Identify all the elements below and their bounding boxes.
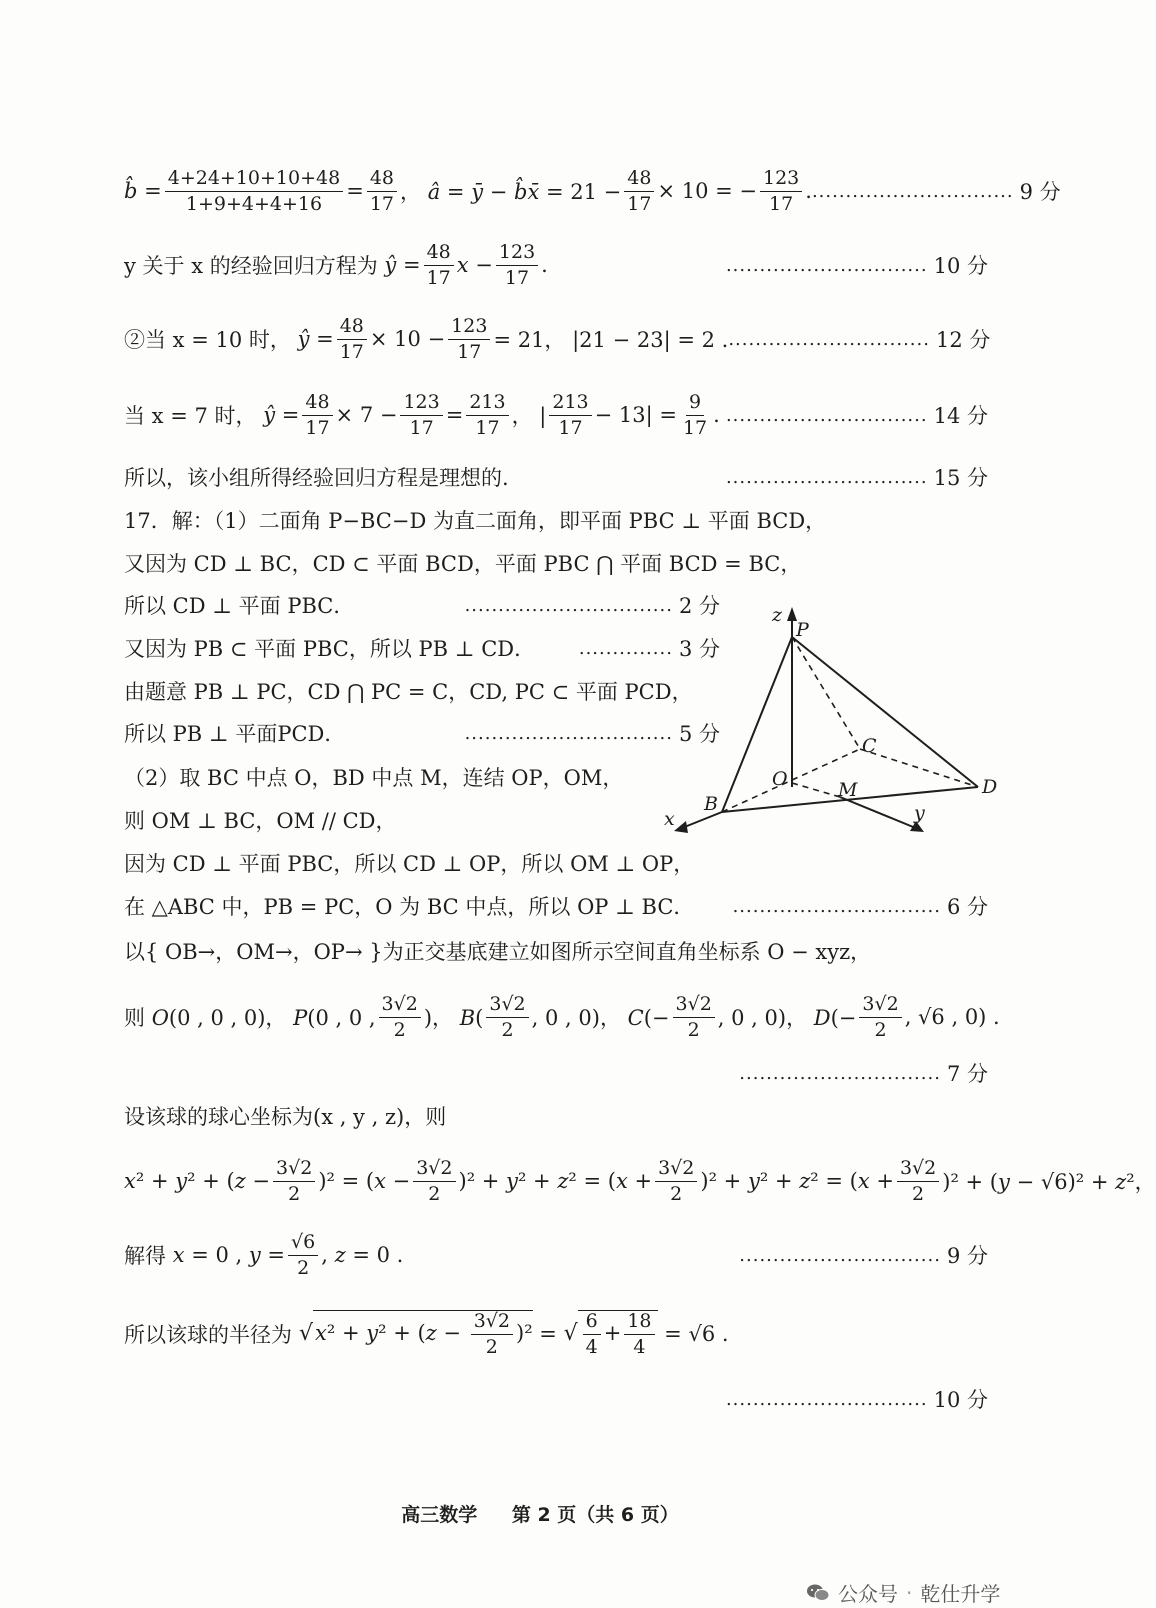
x-axis-arrow: [674, 821, 688, 833]
score-label: 10 分: [933, 254, 988, 279]
problem-17-line-11: [124, 936, 988, 966]
watermark-channel: 公众号: [838, 1582, 898, 1606]
check-x10-line: ②当 x = 10 时， ŷ = $\frac{48}{17}$ × 10 − $\frac{123}{17}$ = 21， |21 − 23| = 2 . .............................. 12 分: [124, 315, 991, 363]
problem-17-line-4: 又因为 PB ⊂ 平面 PBC，所以 PB ⊥ CD． .............. 3 分: [124, 633, 720, 663]
text: 所以，该小组所得经验回归方程是理想的.: [124, 466, 509, 490]
score-line-7: .............................. 7 分: [124, 1058, 988, 1088]
label-o: O: [772, 768, 788, 790]
score-label: 2 分: [678, 594, 720, 618]
label-b: B: [704, 793, 718, 815]
score-label: 6 分: [946, 895, 988, 919]
score-label: 9 分: [1019, 180, 1061, 205]
subject-label: 高三数学: [401, 1504, 478, 1526]
text: 解得: [124, 1244, 166, 1269]
edge-pc: [792, 637, 860, 749]
sphere-equation-line: x² + y² + (z − $\frac{3√2}{2}$ )² = (x − $\frac{3√2}{2}$ )² + y² + z² = (x + $\frac{3√2}{2}$ )² + y² + z² = (x + $\frac{3√2}{2}$ )² + (y − √6)² + z²，: [124, 1157, 1156, 1205]
label-y: y: [914, 802, 925, 824]
score-label: 15 分: [933, 466, 988, 490]
label-m: M: [838, 779, 858, 801]
text: 又因为 PB ⊂ 平面 PBC，所以 PB ⊥ CD．: [124, 637, 536, 661]
text: y 关于 x 的经验回归方程为: [124, 254, 378, 279]
score-label: 12 分: [935, 328, 991, 353]
text: 当 x = 7 时，: [124, 404, 257, 429]
watermark-name: 乾仕升学: [920, 1582, 1001, 1606]
edge-pd: [792, 637, 978, 787]
score-label: 9 分: [946, 1244, 988, 1269]
text: （2）取 BC 中点 O，BD 中点 M，连结 OP，OM，: [124, 766, 624, 790]
y-axis: [840, 797, 918, 829]
text: 则 OM ⊥ BC，OM // CD，: [124, 809, 397, 833]
score-label: 14 分: [933, 404, 988, 429]
label-p: P: [796, 619, 809, 641]
score-label: 3 分: [678, 637, 720, 661]
wechat-watermark: [806, 1578, 1000, 1607]
label-c: C: [862, 735, 877, 757]
score-label: 7 分: [946, 1062, 988, 1086]
label-x: x: [664, 808, 675, 830]
coordinates-line: 则 O(0 , 0 , 0)， P(0 , 0 , $\frac{3√2}{2}$ )， B( $\frac{3√2}{2}$ , 0 , 0)， C(− $\frac{3√2}{2}$ , 0 , 0)， D(− $\frac{3√2}{2}$ , √6 , 0) .: [124, 993, 1000, 1041]
problem-17-line-8: [124, 805, 720, 835]
regression-equation-line: y 关于 x 的经验回归方程为 ŷ = $\frac{48}{17}$ x − $\frac{123}{17}$ . .............................. 10 分: [124, 241, 988, 289]
watermark-separator: ·: [906, 1580, 913, 1605]
text: 所以该球的半径为: [124, 1322, 292, 1347]
sphere-center-line: [124, 1101, 988, 1131]
text: 设该球的球心坐标为(x , y , z)，则: [124, 1105, 447, 1129]
label-d: D: [982, 776, 998, 798]
page-number: 第 2 页（共 6 页）: [511, 1504, 679, 1526]
text: 所以 CD ⊥ 平面 PBC．: [124, 594, 355, 618]
score-line-10: .............................. 10 分: [124, 1384, 988, 1414]
wechat-icon: [806, 1583, 830, 1603]
score-label: 5 分: [678, 722, 720, 746]
pyramid-figure: [660, 605, 1020, 845]
text: 由题意 PB ⊥ PC，CD ⋂ PC = C，CD, PC ⊂ 平面 PCD，: [124, 680, 693, 704]
solve-line: 解得 x = 0 , y = $\frac{√6}{2}$ , z = 0 . .............................. 9 分: [124, 1231, 988, 1279]
problem-17-line-3: 所以 CD ⊥ 平面 PBC． ............................... 2 分: [124, 590, 720, 620]
score-label: 10 分: [933, 1388, 988, 1412]
text: 又因为 CD ⊥ BC，CD ⊂ 平面 BCD，平面 PBC ⋂ 平面 BCD = BC，: [124, 552, 802, 576]
problem-17-line-9: [124, 848, 988, 878]
check-x7-line: 当 x = 7 时， ŷ = $\frac{48}{17}$ × 7 − $\frac{123}{17}$ = $\frac{213}{17}$ ， | $\frac{213}{17}$ − 13| = $\frac{9}{17}$ . .............................. 14 分: [124, 391, 988, 439]
problem-17-line-1: [124, 505, 988, 535]
problem-17-line-10: 在 △ABC 中，PB = PC，O 为 BC 中点，所以 OP ⊥ BC． ............................... 6 分: [124, 891, 988, 921]
text: 以{ OB→，OM→，OP→ }为正交基底建立如图所示空间直角坐标系 O − xyz，: [124, 940, 872, 964]
text: ②当 x = 10 时，: [124, 328, 291, 353]
text: 在 △ABC 中，PB = PC，O 为 BC 中点，所以 OP ⊥ BC．: [124, 895, 695, 919]
segment-om: [792, 783, 840, 797]
problem-17-line-7: [124, 762, 720, 792]
problem-17-line-5: [124, 676, 720, 706]
problem-17-line-6: 所以 PB ⊥ 平面PCD． ............................... 5 分: [124, 718, 720, 748]
problem-17-line-2: [124, 548, 988, 578]
formula-line-b-a: b̂ = $\frac{4+24+10+10+48}{1+9+4+4+16}$ = $\frac{48}{17}$ ， â = ȳ − b̂x̄ = 21 − $\frac{48}{17}$ × 10 = − $\frac{123}{17}$ . .............................. 9 分: [124, 167, 1061, 215]
page-footer: [0, 1500, 1080, 1527]
edge-cd: [860, 749, 978, 787]
text: 因为 CD ⊥ 平面 PBC，所以 CD ⊥ OP，所以 OM ⊥ OP，: [124, 852, 695, 876]
conclusion-line: 所以，该小组所得经验回归方程是理想的. .............................. 15 分: [124, 462, 988, 492]
radius-line: 所以该球的半径为 √ x² + y² + (z − $\frac{3√2}{2}$ )² = √ $\frac{6}{4}$ + $\frac{18}{4}$ = √6 .: [124, 1310, 729, 1358]
text: 17．解：（1）二面角 P−BC−D 为直二面角，即平面 PBC ⊥ 平面 BCD，: [124, 509, 827, 533]
label-z: z: [772, 604, 783, 626]
text: 所以 PB ⊥ 平面PCD．: [124, 722, 346, 746]
